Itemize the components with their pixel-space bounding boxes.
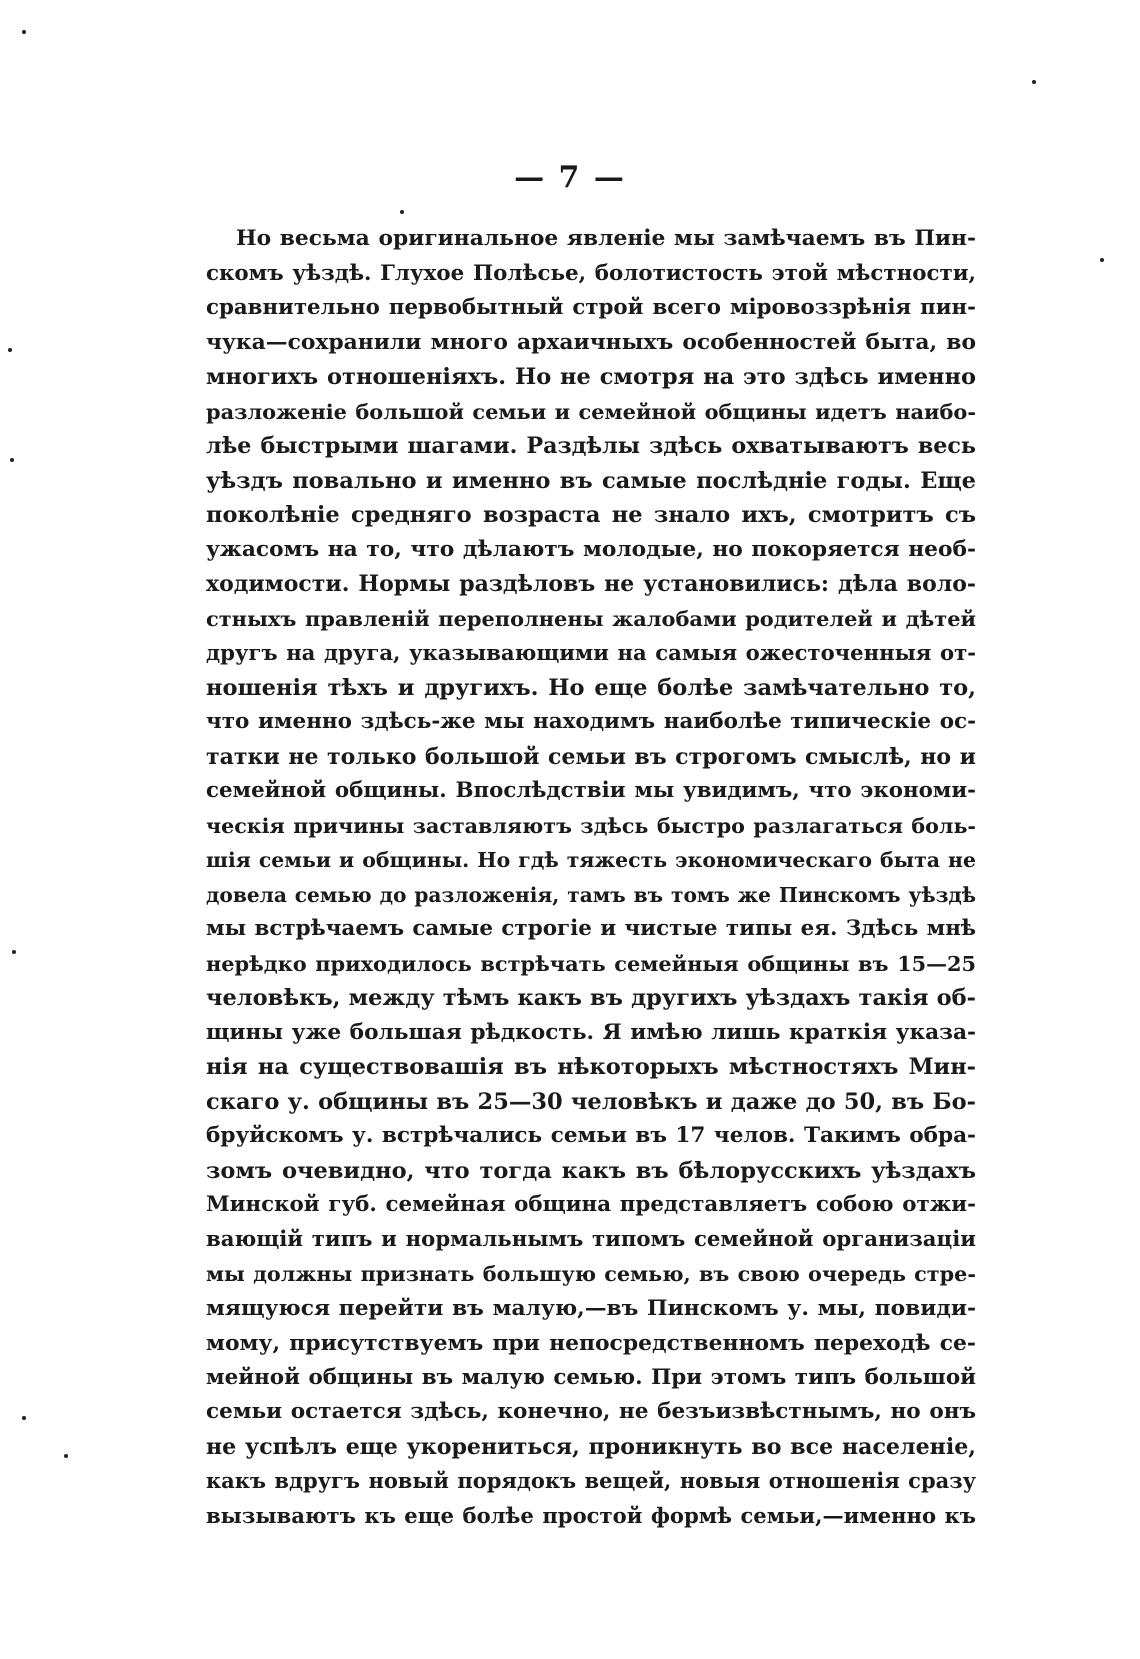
text-line: уѣздъ повально и именно въ самые послѣдніе годы. Еще	[206, 467, 976, 494]
text-line: зомъ очевидно, что тогда какъ въ бѣлорусскихъ уѣздахъ	[206, 1157, 976, 1184]
body-paragraph	[206, 222, 976, 1533]
text-line: скаго у. общины въ 25—30 человѣкъ и даже до 50, въ Бо-	[206, 1088, 976, 1115]
text-line: стныхъ правленій переполнены жалобами родителей и дѣтей	[206, 605, 976, 631]
text-line: мящуюся перейти въ малую,—въ Пинскомъ у. мы, повиди-	[206, 1295, 976, 1321]
text-line: человѣкъ, между тѣмъ какъ въ другихъ уѣздахъ такія об-	[206, 985, 976, 1011]
text-line: вызываютъ къ еще болѣе простой формѣ семьи,—именно къ	[206, 1502, 976, 1528]
text-line: мейной общины въ малую семью. При этомъ типъ большой	[206, 1364, 976, 1390]
text-line: чука—сохранили много архаичныхъ особенностей быта, во	[206, 329, 976, 355]
text-line: ходимости. Нормы раздѣловъ не установились: дѣла воло-	[206, 571, 976, 597]
scan-speck	[12, 950, 16, 954]
text-line: какъ вдругъ новый порядокъ вещей, новыя отношенія сразу	[206, 1468, 976, 1493]
scan-speck	[64, 1454, 68, 1458]
text-line: довела семью до разложенія, тамъ въ томъ же Пинскомъ уѣздѣ	[206, 882, 976, 907]
scan-speck	[400, 210, 404, 214]
text-line: не успѣлъ еще укорениться, проникнуть во все населеніе,	[206, 1433, 976, 1460]
text-line: разложеніе большой семьи и семейной общины идетъ наибо-	[206, 398, 976, 424]
text-line: щины уже большая рѣдкость. Я имѣю лишь краткія указа-	[206, 1019, 976, 1045]
text-line: поколѣніе средняго возраста не знало ихъ, смотритъ съ	[206, 502, 976, 528]
text-line: шія семьи и общины. Но гдѣ тяжесть экономическаго быта не	[206, 848, 976, 872]
text-line: Минской губ. семейная община представляетъ собою отжи-	[206, 1192, 976, 1217]
scan-speck	[22, 30, 26, 34]
text-line: нія на существовашія въ нѣкоторыхъ мѣстностяхъ Мин-	[206, 1054, 976, 1080]
scan-speck	[1032, 80, 1036, 84]
text-line: мы встрѣчаемъ самые строгіе и чистые типы ея. Здѣсь мнѣ	[206, 916, 976, 941]
text-line: татки не только большой семьи въ строгомъ смыслѣ, но и	[206, 743, 976, 770]
text-line: другъ на друга, указывающими на самыя ожесточенныя от-	[206, 640, 976, 665]
text-line: мому, присутствуемъ при непосредственномъ переходѣ се-	[206, 1330, 976, 1356]
text-line: ческія причины заставляютъ здѣсь быстро разлагаться боль-	[206, 813, 976, 838]
page-number: — 7 —	[514, 160, 626, 195]
text-line: скомъ уѣздѣ. Глухое Полѣсье, болотистость этой мѣстности,	[206, 260, 976, 286]
text-line: бруйскомъ у. встрѣчались семьи въ 17 челов. Такимъ обра-	[206, 1123, 976, 1148]
text-line: Но весьма оригинальное явленіе мы замѣчаемъ въ Пин-	[236, 226, 976, 251]
text-line: многихъ отношеніяхъ. Но не смотря на это здѣсь именно	[206, 364, 976, 390]
scan-speck	[8, 348, 12, 352]
text-line: ношенія тѣхъ и другихъ. Но еще болѣе замѣчательно то,	[206, 674, 976, 701]
text-line: нерѣдко приходилось встрѣчать семейныя общины въ 15—25	[206, 950, 976, 976]
scan-speck	[10, 458, 14, 462]
scan-speck	[1100, 258, 1104, 262]
text-line: лѣе быстрыми шагами. Раздѣлы здѣсь охватываютъ весь	[206, 433, 976, 459]
text-line: семьи остается здѣсь, конечно, не безъизвѣстнымъ, но онъ	[206, 1399, 976, 1424]
text-line: мы должны признать большую семью, въ свою очередь стре-	[206, 1262, 976, 1286]
text-line: сравнительно первобытный строй всего міровоззрѣнія пин-	[206, 295, 976, 320]
text-line: семейной общины. Впослѣдствіи мы увидимъ, что экономи-	[206, 778, 976, 803]
text-line: ужасомъ на то, что дѣлаютъ молодые, но покоряется необ-	[206, 536, 976, 562]
text-line: вающій типъ и нормальнымъ типомъ семейной организаціи	[206, 1226, 976, 1252]
text-line: что именно здѣсь-же мы находимъ наиболѣе типическіе ос-	[206, 709, 976, 734]
scan-speck	[22, 1416, 26, 1420]
